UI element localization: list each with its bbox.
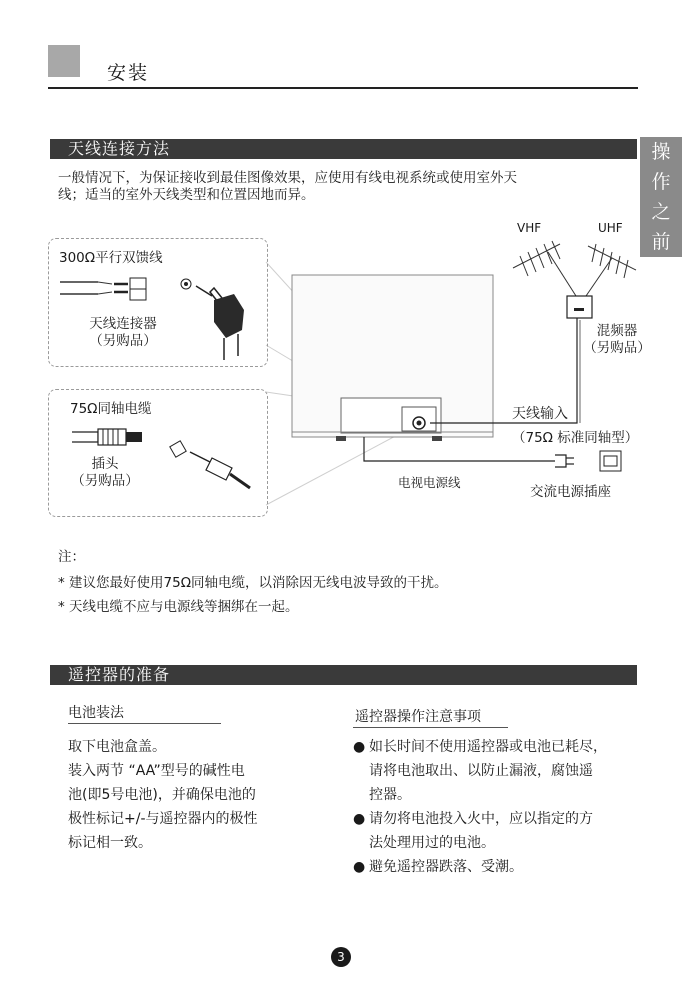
antenna-input-label: 天线输入: [512, 406, 568, 422]
battery-heading-rule: [68, 723, 221, 724]
side-tab-char: 前: [651, 231, 671, 253]
caution-line: 如长时间不使用遥控器或电池已耗尽，: [369, 739, 607, 755]
battery-instructions: [68, 735, 258, 855]
bullet-icon: ●: [353, 739, 366, 755]
connector-note: （另购品）: [89, 333, 157, 349]
notes-title: 注：: [58, 549, 85, 565]
battery-line: 池(即5号电池)，并确保电池的: [68, 787, 256, 803]
plug-name: 插头: [91, 456, 119, 472]
cautions-list: [353, 735, 607, 879]
caution-line: 请将电池取出、以防止漏液，腐蚀遥: [369, 763, 593, 779]
bullet-icon: ●: [353, 859, 366, 875]
battery-line: 取下电池盒盖。: [68, 739, 166, 755]
cautions-heading-rule: [353, 727, 508, 728]
bullet-icon: ●: [353, 811, 366, 827]
uhf-antenna-icon: [586, 244, 636, 296]
battery-line: 极性标记+/-与遥控器内的极性: [68, 811, 258, 827]
uhf-label: UHF: [598, 221, 623, 235]
mixer-label: [580, 323, 654, 357]
section-title: 遥控器的准备: [68, 665, 171, 684]
battery-line: 标记相一致。: [68, 835, 152, 851]
note-item: * 建议您最好使用75Ω同轴电缆，以消除因无线电波导致的干扰。: [58, 575, 448, 591]
battery-heading: 电池装法: [68, 705, 124, 721]
list-item: [353, 735, 607, 807]
intro-line: 线；适当的室外天线类型和位置因地而异。: [58, 187, 315, 203]
connector-name: 天线连接器: [89, 316, 157, 332]
page-title: 安装: [107, 62, 150, 84]
cautions-heading: 遥控器操作注意事项: [355, 709, 481, 725]
battery-line: 装入两节 “AA”型号的碱性电: [68, 763, 245, 779]
plug-label: [50, 456, 160, 490]
mixer-icon: [567, 296, 592, 318]
vhf-label: VHF: [517, 221, 542, 235]
note-item: * 天线电缆不应与电源线等捆绑在一起。: [58, 599, 299, 615]
mixer-name: 混频器: [596, 323, 638, 339]
coax-label: 75Ω同轴电缆: [70, 401, 152, 417]
twin-lead-label: 300Ω平行双馈线: [59, 250, 163, 266]
list-item: [353, 807, 607, 855]
mixer-note: （另购品）: [583, 340, 651, 356]
connector-label: [68, 316, 178, 350]
antenna-input-note: （75Ω 标准同轴型）: [512, 430, 639, 446]
intro-line: 一般情况下，为保证接收到最佳图像效果，应使用有线电视系统或使用室外天: [58, 170, 517, 186]
caution-line: 法处理用过的电池。: [369, 835, 495, 851]
caution-line: 控器。: [369, 787, 411, 803]
side-tab-char: 作: [651, 171, 671, 193]
side-tab-char: 操: [651, 141, 671, 163]
power-cord-label: 电视电源线: [398, 475, 461, 490]
side-tab-char: 之: [651, 201, 671, 223]
tv-set-icon: [292, 275, 493, 441]
caution-line: 避免遥控器跌落、受潮。: [369, 859, 523, 875]
list-item: [353, 855, 607, 879]
page-number: 3: [331, 947, 351, 967]
socket-label: 交流电源插座: [530, 484, 611, 500]
plug-note: （另购品）: [71, 473, 139, 489]
caution-line: 请勿将电池投入火中，应以指定的方: [369, 811, 593, 827]
vhf-antenna-icon: [513, 241, 576, 296]
section-bar-remote: [50, 665, 637, 685]
section-title: 天线连接方法: [68, 139, 171, 158]
